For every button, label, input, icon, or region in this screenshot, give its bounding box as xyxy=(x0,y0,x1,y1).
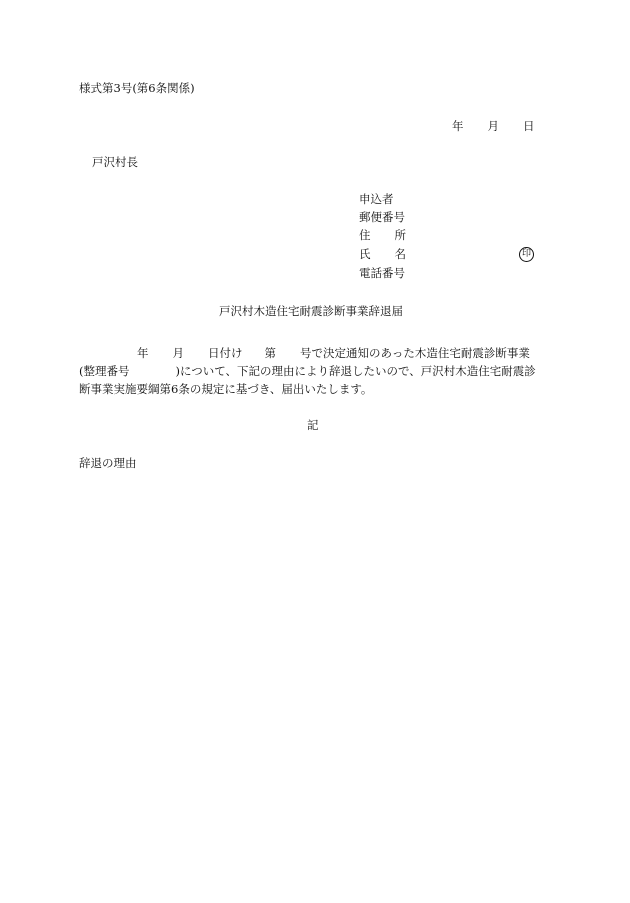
address-label: 住 所 xyxy=(359,228,406,242)
date-day-label: 日 xyxy=(523,119,535,133)
document-title: 戸沢村木造住宅耐震診断事業辞退届 xyxy=(219,304,403,318)
body-line-2: (整理番号 )について、下記の理由により辞退したいので、戸沢村木造住宅耐震診 xyxy=(79,364,536,378)
form-number: 様式第3号(第6条関係) xyxy=(79,81,195,95)
date-line xyxy=(452,121,535,133)
addressee: 戸沢村長 xyxy=(92,155,138,169)
ki-heading: 記 xyxy=(307,418,319,432)
date-month-label: 月 xyxy=(487,119,499,133)
date-year-label: 年 xyxy=(452,119,464,133)
body-line-1: 年 月 日付け 第 号で決定通知のあった木造住宅耐震診断事業 xyxy=(137,346,530,360)
applicant-label: 申込者 xyxy=(359,192,394,206)
body-line-3: 断事業実施要綱第6条の規定に基づき、届出いたします。 xyxy=(79,382,373,396)
postal-code-label: 郵便番号 xyxy=(359,210,405,224)
reason-label: 辞退の理由 xyxy=(79,456,137,470)
body-paragraph xyxy=(79,344,557,398)
seal-mark: 印 xyxy=(519,247,534,262)
phone-label: 電話番号 xyxy=(359,266,405,280)
name-label: 氏 名 xyxy=(359,247,406,261)
